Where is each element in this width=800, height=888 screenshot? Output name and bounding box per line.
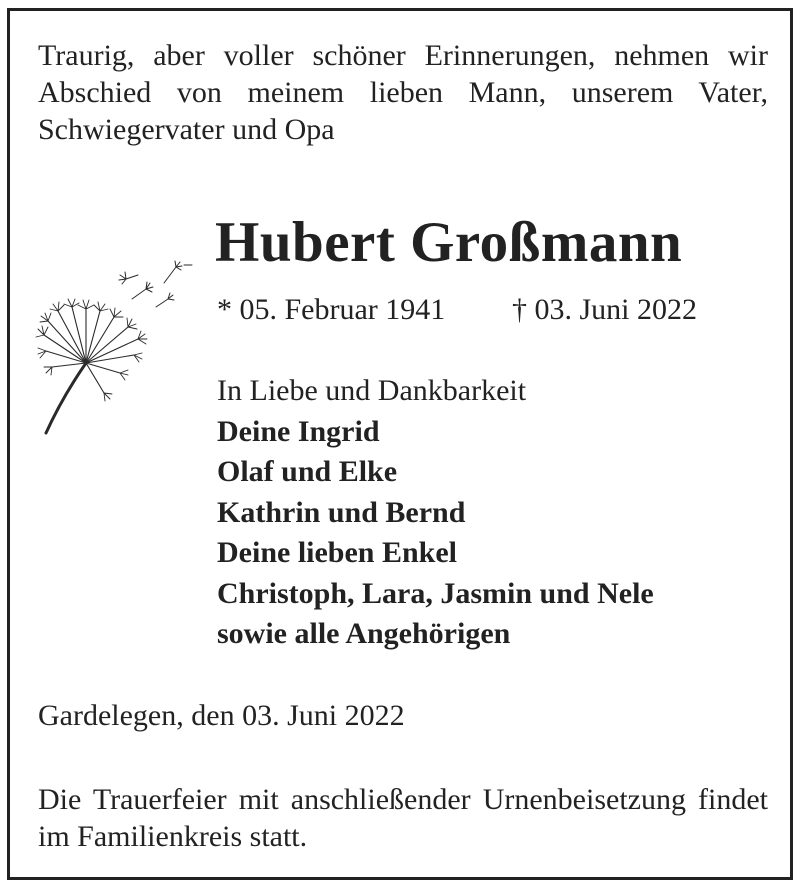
mourner-line: Olaf und Elke — [217, 455, 398, 488]
mourner-line: sowie alle Angehörigen — [217, 617, 511, 650]
death-date: † 03. Juni 2022 — [512, 293, 698, 326]
funeral-note: Die Trauerfeier mit anschließender Urnenbeisetzung findet im Familienkreis statt. — [38, 783, 768, 853]
intro-text: Traurig, aber voller schöner Erinnerungen, nehmen wir Abschied von meinem lieben Mann, unserem Vater, Schwiegervater und Opa — [38, 39, 768, 146]
dandelion-icon — [34, 243, 194, 443]
deceased-name: Hubert Großmann — [215, 211, 683, 274]
place-and-date: Gardelegen, den 03. Juni 2022 — [38, 699, 405, 732]
mourner-line: Kathrin und Bernd — [217, 495, 466, 529]
dedication-line: In Liebe und Dankbarkeit — [217, 374, 527, 407]
obituary-notice — [7, 8, 793, 880]
mourner-line: Deine Ingrid — [217, 414, 380, 448]
mourner-line: Christoph, Lara, Jasmin und Nele — [217, 576, 654, 610]
mourners-list — [217, 371, 654, 655]
mourner-line: Deine lieben Enkel — [217, 536, 458, 569]
birth-date: * 05. Februar 1941 — [217, 293, 446, 326]
